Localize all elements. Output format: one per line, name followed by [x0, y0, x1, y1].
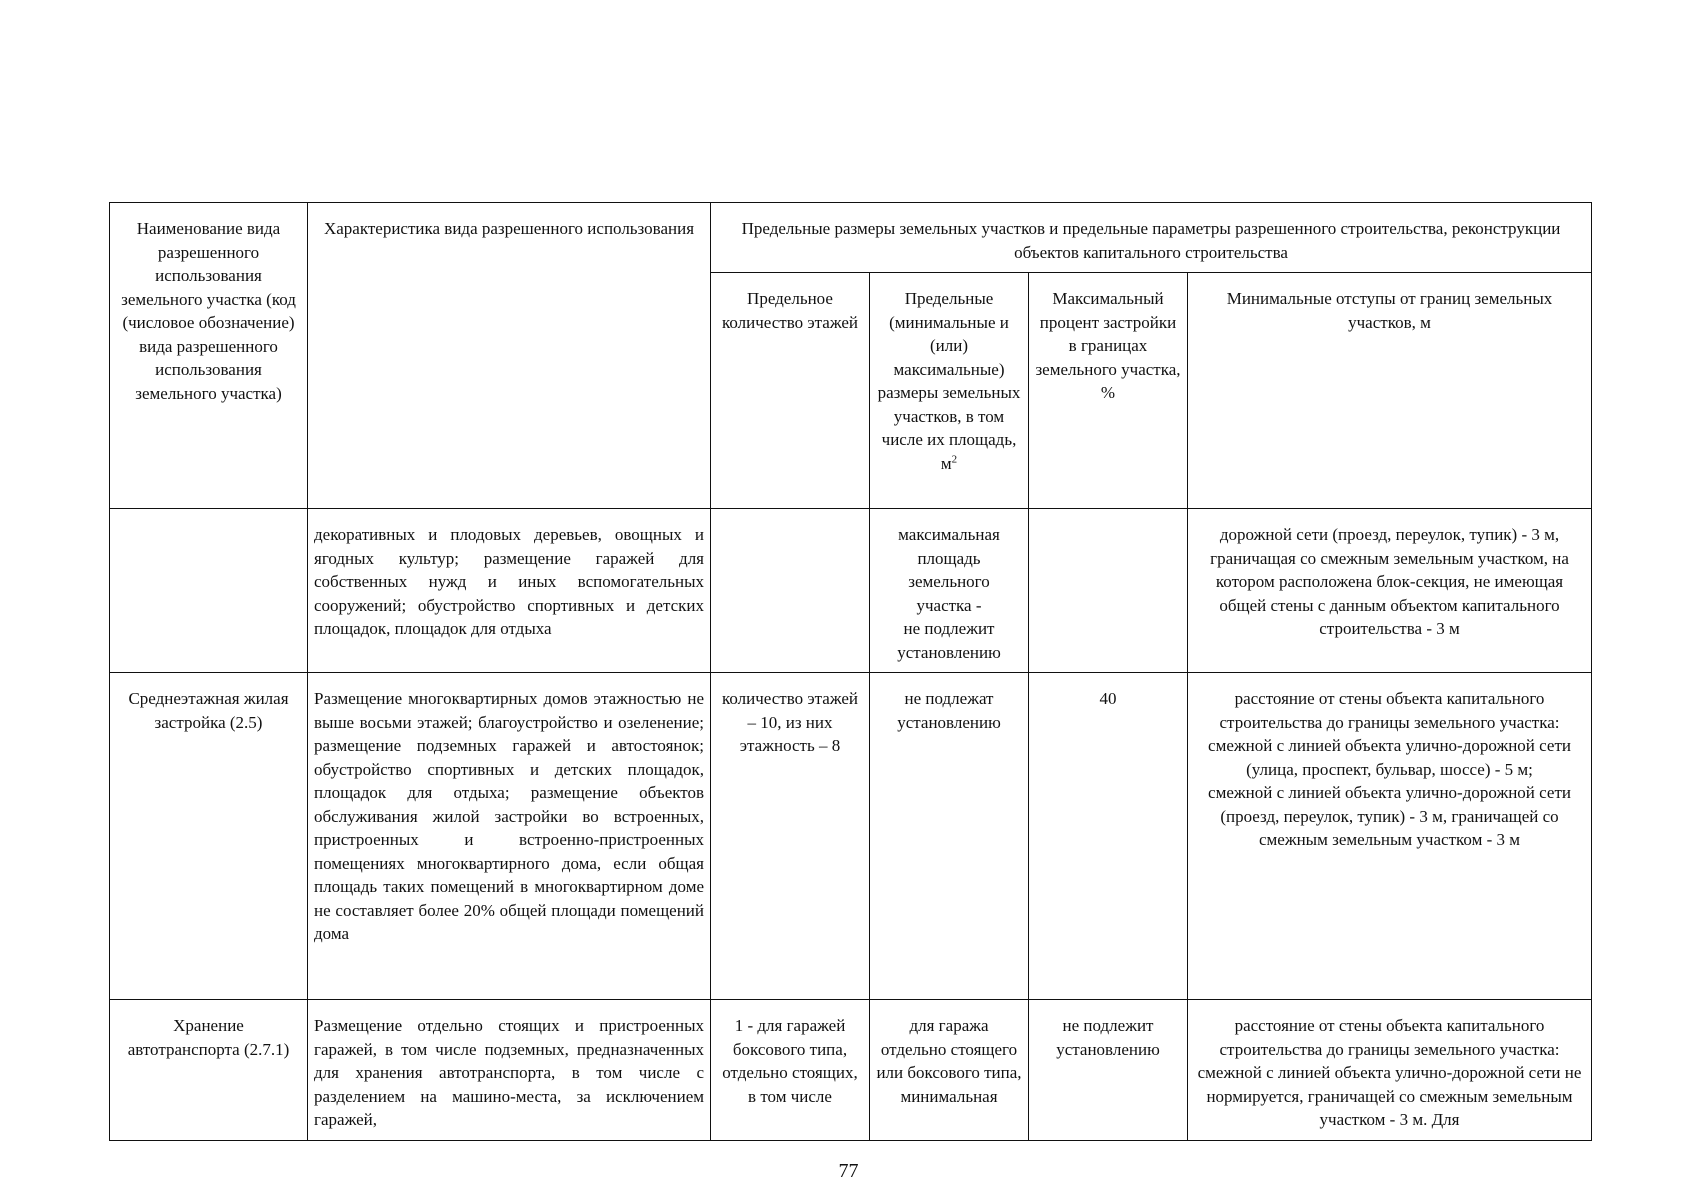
row-characteristic-cell: Размещение отдельно стоящих и пристроенных гаражей, в том числе подземных, предназначенных для хранения автотранспорта, в том числе с разделением на машино-места, за исключением гаражей, [308, 1000, 711, 1141]
header-coverage-cell: Максимальный процент застройки в границах земельного участка, % [1029, 273, 1188, 509]
row-area-cell: не подлежат установлению [870, 673, 1029, 1000]
header-area-superscript: 2 [951, 452, 958, 465]
header-area-cell [870, 273, 1029, 509]
row-coverage-cell: 40 [1029, 673, 1188, 1000]
row-coverage-cell [1029, 509, 1188, 673]
row-name-cell [110, 509, 308, 673]
row-characteristic-cell: декоративных и плодовых деревьев, овощных и ягодных культур; размещение гаражей для собственных нужд и иных вспомогательных сооружений; обустройство спортивных и детских площадок, площадок для отдыха [308, 509, 711, 673]
row-name-cell: Хранение автотранспорта (2.7.1) [110, 1000, 308, 1141]
row-setbacks-cell: дорожной сети (проезд, переулок, тупик) - 3 м, граничащая со смежным земельным участком, на котором расположена блок-секция, не имеющая общей стены с данным объектом капитального строительства - 3 м [1188, 509, 1592, 673]
row-floors-cell: 1 - для гаражей боксового типа, отдельно стоящих, в том числе [711, 1000, 870, 1141]
table-row [110, 1000, 1592, 1141]
header-characteristic-cell: Характеристика вида разрешенного использования [308, 203, 711, 509]
row-setbacks-cell: расстояние от стены объекта капитального строительства до границы земельного участка: смежной с линией объекта улично-дорожной сети (улица, проспект, бульвар, шоссе) - 5 м; смежной с линией объекта улично-дорожной сети (проезд, переулок, тупик) - 3 м, граничащей со смежным земельным участком - 3 м [1188, 673, 1592, 1000]
row-floors-cell: количество этажей – 10, из них этажность – 8 [711, 673, 870, 1000]
row-characteristic-cell: Размещение многоквартирных домов этажностью не выше восьми этажей; благоустройство и озеленение; размещение подземных гаражей и автостоянок; обустройство спортивных и детских площадок, площадок для отдыха; размещение объектов обслуживания жилой застройки во встроенных, пристроенных и встроенно-пристроенных помещениях многоквартирного дома, если общая площадь таких помещений в многоквартирном доме не составляет более 20% общей площади помещений дома [308, 673, 711, 1000]
header-row-1 [110, 203, 1592, 273]
row-area-cell: максимальная площадь земельного участка - не подлежит установлению [870, 509, 1029, 673]
header-area-text: Предельные (минимальные и (или) максимальные) размеры земельных участков, в том числе их площадь, м [877, 289, 1021, 473]
header-name-cell: Наименование вида разрешенного использования земельного участка (код (числовое обозначение) вида разрешенного использования земельного участка) [110, 203, 308, 509]
header-setbacks-cell: Минимальные отступы от границ земельных участков, м [1188, 273, 1592, 509]
header-floors-cell: Предельное количество этажей [711, 273, 870, 509]
row-name-cell: Среднеэтажная жилая застройка (2.5) [110, 673, 308, 1000]
row-coverage-cell: не подлежит установлению [1029, 1000, 1188, 1141]
row-area-cell: для гаража отдельно стоящего или боксового типа, минимальная [870, 1000, 1029, 1141]
row-floors-cell [711, 509, 870, 673]
header-limits-group-cell: Предельные размеры земельных участков и предельные параметры разрешенного строительства, реконструкции объектов капитального строительства [711, 203, 1592, 273]
page-number: 77 [838, 1160, 859, 1182]
table-row [110, 673, 1592, 1000]
table-row [110, 509, 1592, 673]
permitted-use-table [109, 202, 1592, 1141]
row-setbacks-cell: расстояние от стены объекта капитального строительства до границы земельного участка: смежной с линией объекта улично-дорожной сети не нормируется, граничащей со смежным земельным участком - 3 м. Для [1188, 1000, 1592, 1141]
